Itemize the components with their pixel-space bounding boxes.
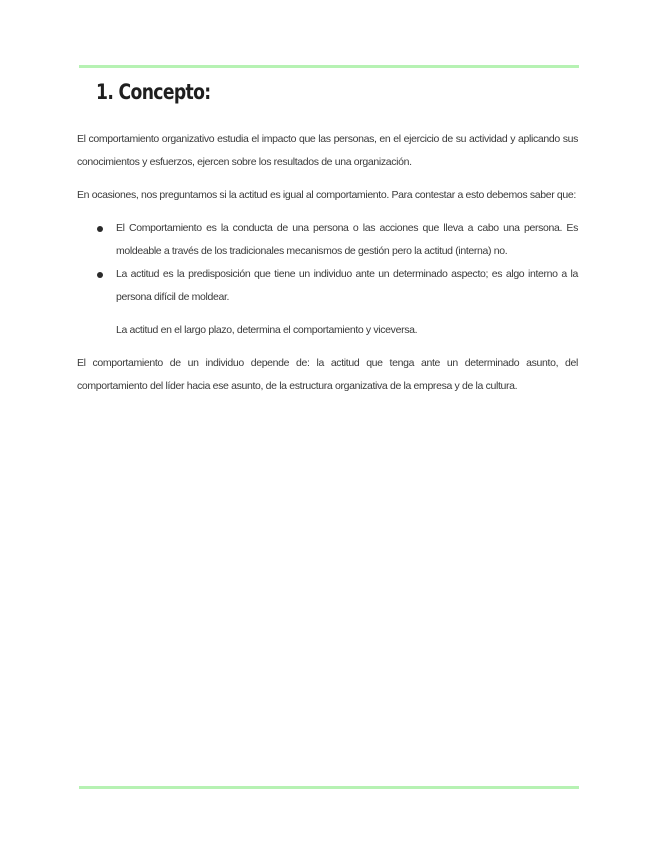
list-item <box>77 217 578 263</box>
indented-paragraph: La actitud en el largo plazo, determina el comportamiento y viceversa. <box>116 324 418 336</box>
list-item <box>77 263 578 309</box>
section-heading: 1. Concepto: <box>96 80 211 104</box>
bullet-list <box>77 217 578 309</box>
question-paragraph: En ocasiones, nos preguntamos si la actitud es igual al comportamiento. Para contestar a esto debemos saber que: <box>77 189 576 201</box>
list-item-text: La actitud es la predisposición que tiene un individuo ante un determinado aspecto; es algo interno a la persona difícil de moldear. <box>116 268 578 303</box>
bottom-rule <box>79 786 579 789</box>
bullet-icon <box>97 272 103 278</box>
bullet-icon <box>97 226 103 232</box>
section-body <box>77 128 578 398</box>
top-rule <box>79 65 579 68</box>
list-item-text: El Comportamiento es la conducta de una persona o las acciones que lleva a cabo una persona. Es moldeable a través de los tradicionales mecanismos de gestión pero la actitud (interna) no. <box>116 222 578 257</box>
closing-paragraph: El comportamiento de un individuo depende de: la actitud que tenga ante un determinado asunto, del comportamiento del líder hacia ese asunto, de la estructura organizativa de la empresa y de la cultura. <box>77 357 578 392</box>
intro-paragraph: El comportamiento organizativo estudia el impacto que las personas, en el ejercicio de su actividad y aplicando sus conocimientos y esfuerzos, ejercen sobre los resultados de una organización. <box>77 133 578 168</box>
